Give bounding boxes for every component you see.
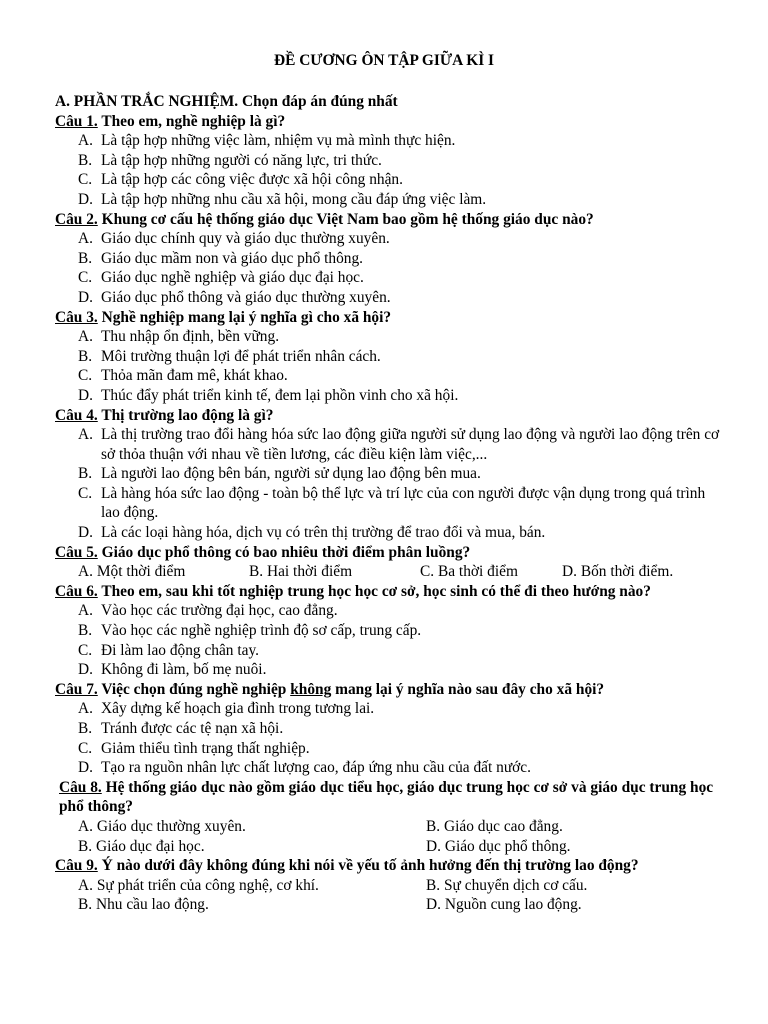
option-letter: A. [78, 602, 93, 620]
question-stem [55, 406, 725, 426]
option-text: Không đi làm, bố mẹ nuôi. [101, 661, 267, 679]
option-b [55, 347, 725, 367]
option-b [55, 621, 725, 641]
section-a-heading: A. PHẦN TRẮC NGHIỆM. Chọn đáp án đúng nhất [55, 93, 398, 110]
option-letter: D. [426, 837, 441, 855]
option-text: Giáo dục chính quy và giáo dục thường xuyên. [101, 230, 390, 248]
option-letter: B. [78, 249, 93, 267]
question-text: Ý nào dưới đây không đúng khi nói về yếu tố ảnh hưởng đến thị trường lao động? [97, 857, 639, 875]
option-text: Giảm thiểu tình trạng thất nghiệp. [101, 739, 310, 757]
options-row [55, 562, 725, 582]
question-number: Câu 1. [55, 112, 98, 130]
question-text: Giáo dục phổ thông có bao nhiêu thời điểm phân luồng? [97, 543, 471, 561]
option-letter: A. [78, 132, 93, 150]
option-letter: D. [78, 759, 93, 777]
option-letter: C. [78, 171, 93, 189]
options-row [55, 837, 725, 857]
option-text: Giáo dục phổ thông. [444, 837, 571, 855]
document-content [55, 92, 725, 915]
option-text: Giáo dục mầm non và giáo dục phổ thông. [101, 249, 364, 267]
option-b [249, 562, 420, 582]
option-letter: D. [78, 386, 93, 404]
option-text: Là tập hợp các công việc được xã hội công nhận. [101, 171, 403, 189]
question-stem [55, 308, 725, 328]
question-1 [55, 112, 725, 210]
option-text: Giáo dục cao đẳng. [443, 817, 563, 835]
question-5 [55, 543, 725, 582]
option-a [55, 327, 725, 347]
option-letter: B. [426, 817, 441, 835]
question-number: Câu 9. [55, 857, 98, 875]
option-a [55, 601, 725, 621]
option-letter: D. [78, 524, 93, 542]
question-stem [55, 856, 725, 876]
option-letter: A. [78, 230, 93, 248]
option-text: Là thị trường trao đổi hàng hóa sức lao động giữa người sử dụng lao động và người lao động trên cơ sở thỏa thuận với nhau về tiền lương, các điều kiện làm việc,... [101, 426, 720, 463]
option-text: Ba thời điểm [437, 563, 518, 581]
option-d [562, 562, 673, 582]
option-letter: B. [249, 563, 264, 581]
option-b [55, 249, 725, 269]
options-row [55, 817, 725, 837]
option-letter: D. [78, 288, 93, 306]
question-3 [55, 308, 725, 406]
question-number: Câu 4. [55, 406, 98, 424]
option-letter: B. [78, 837, 93, 855]
option-b [55, 719, 725, 739]
option-text: Vào học các trường đại học, cao đẳng. [101, 602, 338, 620]
option-a [78, 562, 249, 582]
option-d [55, 386, 725, 406]
option-letter: A. [78, 563, 93, 581]
question-8 [55, 778, 725, 856]
option-letter: A. [78, 876, 93, 894]
option-letter: B. [78, 622, 93, 640]
document-title: ĐỀ CƯƠNG ÔN TẬP GIỮA KÌ I [273, 52, 495, 69]
question-number: Câu 3. [55, 308, 98, 326]
option-a [78, 876, 426, 896]
option-text: Là tập hợp những việc làm, nhiệm vụ mà mình thực hiện. [101, 132, 456, 150]
option-text: Đi làm lao động chân tay. [101, 641, 259, 659]
question-stem [55, 543, 725, 563]
option-letter: C. [78, 269, 93, 287]
option-text: Một thời điểm [96, 563, 186, 581]
option-text: Tạo ra nguồn nhân lực chất lượng cao, đáp ứng nhu cầu của đất nước. [101, 759, 531, 777]
option-letter: B. [78, 151, 93, 169]
question-text: Hệ thống giáo dục nào gồm giáo dục tiểu học, giáo dục trung học cơ sở và giáo dục trung học phổ thông? [59, 778, 714, 816]
option-text: Xây dựng kế hoạch gia đình trong tương lai. [101, 700, 375, 718]
option-d [55, 190, 725, 210]
option-c [55, 366, 725, 386]
option-text: Thu nhập ổn định, bền vững. [101, 328, 280, 346]
option-text: Là người lao động bên bán, người sử dụng lao động bên mua. [101, 465, 481, 483]
option-text: Là tập hợp những nhu cầu xã hội, mong cầu đáp ứng việc làm. [101, 190, 487, 208]
question-text: Theo em, sau khi tốt nghiệp trung học học cơ sở, học sinh có thể đi theo hướng nào? [97, 582, 651, 600]
option-text: Giáo dục đại học. [95, 837, 205, 855]
question-stem [55, 210, 725, 230]
option-letter: B. [78, 347, 93, 365]
option-letter: B. [78, 896, 93, 914]
option-text: Nguồn cung lao động. [444, 896, 582, 914]
question-9 [55, 856, 725, 915]
option-letter: A. [78, 700, 93, 718]
option-b-second [78, 837, 426, 857]
option-a [55, 131, 725, 151]
question-text-underlined: không [290, 680, 332, 698]
option-a [78, 817, 426, 837]
option-d [55, 758, 725, 778]
option-text: Hai thời điểm [266, 563, 353, 581]
option-letter: A. [78, 328, 93, 346]
option-text: Là tập hợp những người có năng lực, tri thức. [101, 151, 382, 169]
option-b-second [78, 895, 426, 915]
question-text: Theo em, nghề nghiệp là gì? [97, 112, 286, 130]
option-a [55, 229, 725, 249]
option-b [426, 876, 587, 896]
option-letter: A. [78, 817, 93, 835]
question-text: Nghề nghiệp mang lại ý nghĩa gì cho xã hội? [97, 308, 392, 326]
option-letter: C. [78, 641, 93, 659]
option-letter: D. [78, 190, 93, 208]
question-stem [55, 112, 725, 132]
question-stem [55, 778, 725, 817]
option-text: Giáo dục thường xuyên. [96, 817, 246, 835]
option-b [426, 817, 563, 837]
option-text: Môi trường thuận lợi để phát triển nhân cách. [101, 347, 381, 365]
option-text: Giáo dục nghề nghiệp và giáo dục đại học. [101, 269, 364, 287]
question-number: Câu 8. [59, 778, 102, 796]
option-letter: D. [562, 563, 577, 581]
option-c [55, 641, 725, 661]
option-a [55, 425, 725, 464]
question-6 [55, 582, 725, 680]
option-c [55, 739, 725, 759]
question-text: Khung cơ cấu hệ thống giáo dục Việt Nam bao gồm hệ thống giáo dục nào? [97, 210, 594, 228]
option-letter: B. [78, 465, 93, 483]
option-letter: C. [78, 367, 93, 385]
option-text: Thỏa mãn đam mê, khát khao. [101, 367, 288, 385]
option-b [55, 151, 725, 171]
option-text: Nhu cầu lao động. [95, 896, 209, 914]
question-text-pre: Việc chọn đúng nghề nghiệp [97, 680, 291, 698]
option-letter: A. [78, 426, 93, 444]
question-stem [55, 582, 725, 602]
option-text: Thúc đẩy phát triển kinh tế, đem lại phồn vinh cho xã hội. [101, 386, 459, 404]
question-number: Câu 6. [55, 582, 98, 600]
option-letter: B. [78, 720, 93, 737]
option-d [55, 660, 725, 680]
option-d [426, 895, 582, 915]
option-letter: C. [420, 563, 435, 581]
option-b [55, 464, 725, 484]
option-text: Tránh được các tệ nạn xã hội. [101, 720, 284, 737]
question-text: Thị trường lao động là gì? [97, 406, 274, 424]
option-text: Sự chuyển dịch cơ cấu. [443, 876, 588, 894]
question-7 [55, 680, 725, 778]
question-number: Câu 5. [55, 543, 98, 561]
option-letter: D. [426, 896, 441, 914]
option-text: Là hàng hóa sức lao động - toàn bộ thể lực và trí lực của con người được vận dụng trong quá trình lao động. [101, 484, 706, 522]
option-d [55, 523, 725, 543]
option-letter: D. [78, 661, 93, 679]
question-text-post: mang lại ý nghĩa nào sau đây cho xã hội? [331, 680, 605, 698]
options-row [55, 876, 725, 896]
options-row [55, 895, 725, 915]
option-letter: C. [78, 484, 93, 502]
option-c [420, 562, 562, 582]
option-text: Là các loại hàng hóa, dịch vụ có trên thị trường để trao đổi và mua, bán. [101, 524, 546, 542]
option-text: Giáo dục phổ thông và giáo dục thường xuyên. [101, 288, 391, 306]
option-d [55, 288, 725, 308]
question-stem [55, 680, 725, 700]
option-text: Bốn thời điểm. [580, 563, 674, 581]
option-letter: C. [78, 739, 93, 757]
question-2 [55, 210, 725, 308]
option-text: Vào học các nghề nghiệp trình độ sơ cấp, trung cấp. [101, 622, 422, 640]
question-number: Câu 2. [55, 210, 98, 228]
option-c [55, 170, 725, 190]
option-a [55, 699, 725, 719]
option-c [55, 268, 725, 288]
option-d [426, 837, 571, 857]
question-4 [55, 406, 725, 543]
question-number: Câu 7. [55, 680, 98, 698]
option-text: Sự phát triển của công nghệ, cơ khí. [96, 876, 319, 894]
option-c [55, 484, 725, 523]
option-letter: B. [426, 876, 441, 894]
